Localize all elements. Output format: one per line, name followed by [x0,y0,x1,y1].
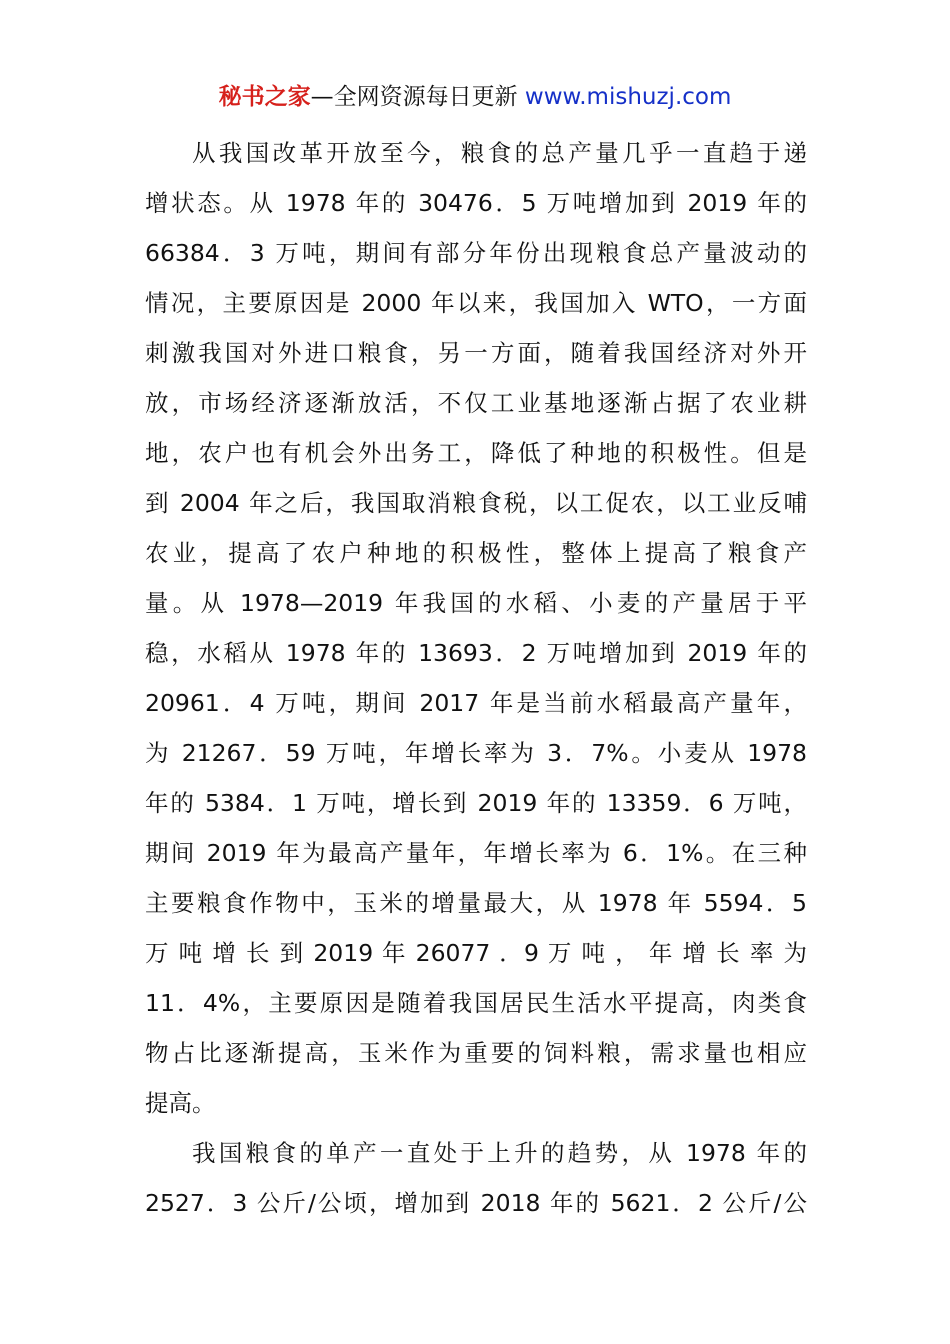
brand-name: 秘书之家 [218,84,311,110]
text-line: 提高。 [145,1089,216,1117]
text-line: 量。从 1978—2019 年我国的水稻、小麦的产量居于平 [145,589,807,617]
text-line: 万 吨 增 长 到 2019 年 26077 ．9 万 吨 ， 年 增 长 率 为 [145,939,807,967]
header-tagline: —全网资源每日更新 [310,84,518,110]
text-line: 情况，主要原因是 2000 年以来，我国加入 WTO，一方面 [145,289,807,317]
document-body [145,128,807,1228]
site-url[interactable]: www.mishuzj.com [524,84,732,110]
text-line: 放，市场经济逐渐放活，不仅工业基地逐渐占据了农业耕 [145,389,807,417]
text-line: 20961．4 万吨，期间 2017 年是当前水稻最高产量年， [145,689,807,717]
text-line: 66384．3 万吨，期间有部分年份出现粮食总产量波动的 [145,239,807,267]
text-line: 农业，提高了农户种地的积极性，整体上提高了粮食产 [145,539,807,567]
text-line: 增状态。从 1978 年的 30476．5 万吨增加到 2019 年的 [145,189,807,217]
text-line: 稳，水稻从 1978 年的 13693．2 万吨增加到 2019 年的 [145,639,807,667]
text-line: 2527．3 公斤/公顷，增加到 2018 年的 5621．2 公斤/公 [145,1189,807,1217]
text-line: 主要粮食作物中，玉米的增量最大，从 1978 年 5594．5 [145,889,807,917]
text-line: 刺激我国对外进口粮食，另一方面，随着我国经济对外开 [145,339,807,367]
paragraph-1 [145,128,807,1128]
text-line: 11．4%，主要原因是随着我国居民生活水平提高，肉类食 [145,989,807,1017]
paragraph-2 [145,1128,807,1228]
text-line: 从我国改革开放至今，粮食的总产量几乎一直趋于递 [192,139,807,167]
text-line: 到 2004 年之后，我国取消粮食税，以工促农，以工业反哺 [145,489,807,517]
text-line: 期间 2019 年为最高产量年，年增长率为 6．1%。在三种 [145,839,807,867]
text-line: 物占比逐渐提高，玉米作为重要的饲料粮，需求量也相应 [145,1039,807,1067]
text-line: 年的 5384．1 万吨，增长到 2019 年的 13359．6 万吨， [145,789,807,817]
text-line: 为 21267．59 万吨，年增长率为 3．7%。小麦从 1978 [145,739,807,767]
text-line: 地，农户也有机会外出务工，降低了种地的积极性。但是 [145,439,807,467]
text-line: 我国粮食的单产一直处于上升的趋势，从 1978 年的 [192,1139,807,1167]
page-header [0,80,950,114]
